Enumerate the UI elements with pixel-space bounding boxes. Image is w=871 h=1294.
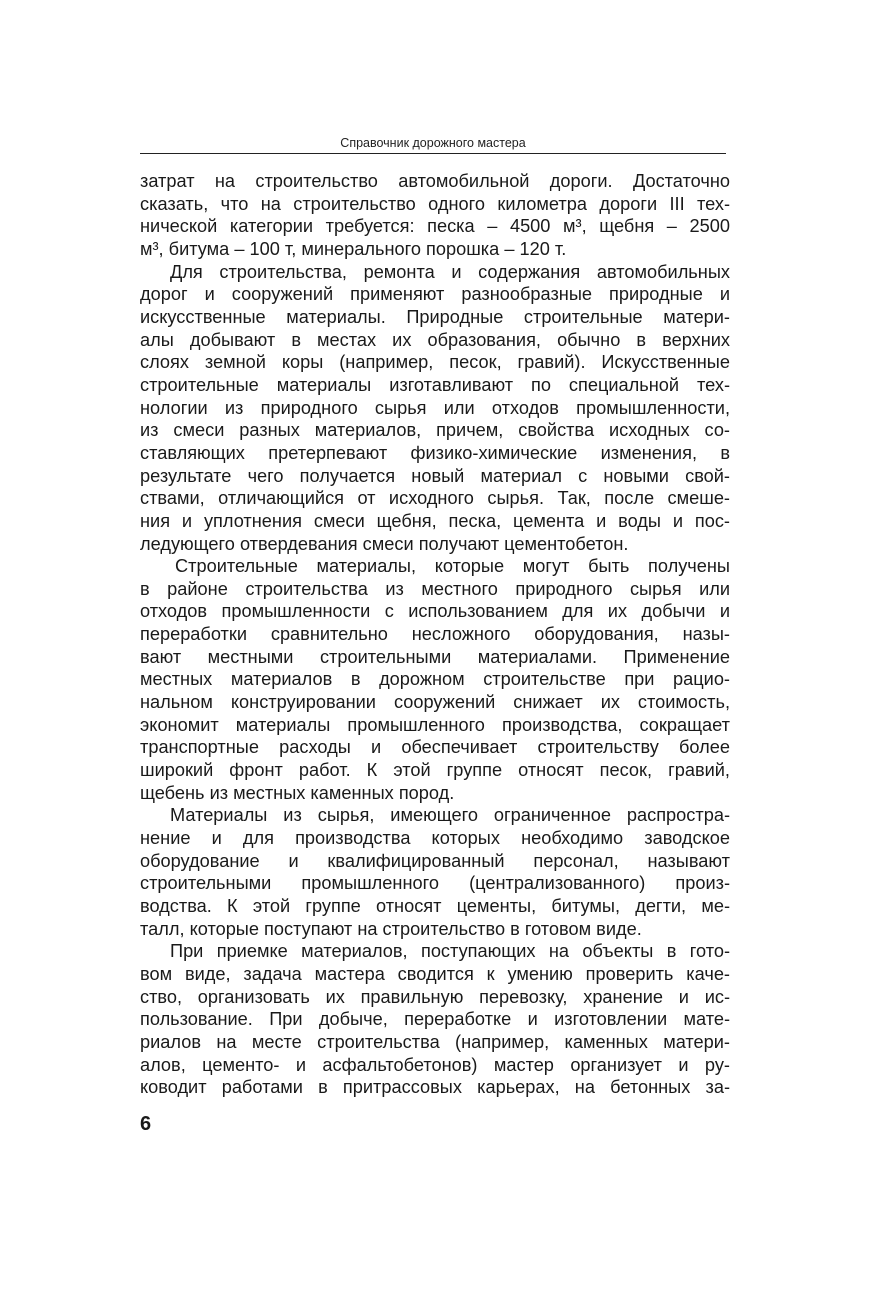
text-line: искусственные материалы. Природные строительные матери- — [140, 306, 730, 327]
text-line: строительные материалы изготавливают по специальной тех- — [140, 374, 730, 395]
text-line: вают местными строительными материалами. Применение — [140, 646, 730, 667]
paragraph — [140, 804, 730, 940]
paragraph — [140, 170, 730, 261]
text-line: местных материалов в дорожном строительстве при рацио- — [140, 669, 730, 690]
text-line: риалов на месте строительства (например, каменных матери- — [140, 1031, 730, 1052]
text-line: отходов промышленности с использованием для их добычи и — [140, 601, 730, 622]
text-line: результате чего получается новый материал с новыми свой- — [140, 465, 730, 486]
text-line: талл, которые поступают на строительство в готовом виде. — [140, 918, 642, 939]
text-line: нической категории требуется: песка – 4500 м³, щебня – 2500 — [140, 216, 730, 237]
text-line: При приемке материалов, поступающих на объекты в гото- — [170, 941, 730, 962]
paragraph — [140, 940, 730, 1099]
text-line: алов, цементо- и асфальтобетонов) мастер организует и ру- — [140, 1054, 730, 1075]
text-line: в районе строительства из местного природного сырья или — [140, 578, 730, 599]
text-line: ствами, отличающийся от исходного сырья. Так, после смеше- — [140, 488, 730, 509]
text-line: нологии из природного сырья или отходов промышленности, — [140, 397, 730, 418]
text-line: ство, организовать их правильную перевозку, хранение и ис- — [140, 986, 730, 1007]
text-line: Материалы из сырья, имеющего ограниченное распростра- — [170, 805, 730, 826]
text-line: оборудование и квалифицированный персонал, называют — [140, 850, 730, 871]
text-line: ния и уплотнения смеси щебня, песка, цемента и воды и пос- — [140, 510, 730, 531]
text-line: экономит материалы промышленного производства, сокращает — [140, 714, 730, 735]
text-line: алы добывают в местах их образования, обычно в верхних — [140, 329, 730, 350]
text-line: ставляющих претерпевают физико-химические изменения, в — [140, 442, 730, 463]
text-line: нальном конструировании сооружений снижает их стоимость, — [140, 692, 730, 713]
text-line: щебень из местных каменных пород. — [140, 782, 455, 803]
text-line: строительными промышленного (централизованного) произ- — [140, 873, 730, 894]
text-line: ледующего отвердевания смеси получают цементобетон. — [140, 533, 629, 554]
text-line: Для строительства, ремонта и содержания автомобильных — [170, 261, 730, 282]
text-line: пользование. При добыче, переработке и изготовлении мате- — [140, 1009, 730, 1030]
text-line: нение и для производства которых необходимо заводское — [140, 828, 730, 849]
paragraph — [140, 555, 730, 804]
page-number: 6 — [140, 1113, 152, 1135]
text-line: вом виде, задача мастера сводится к умению проверить каче- — [140, 963, 730, 984]
text-line: м³, битума – 100 т, минерального порошка – 120 т. — [140, 238, 567, 259]
paragraph — [140, 261, 730, 556]
text-line: широкий фронт работ. К этой группе относят песок, гравий, — [140, 760, 730, 781]
text-line: транспортные расходы и обеспечивает строительству более — [140, 737, 730, 758]
header-rule — [140, 153, 726, 154]
text-line: ководит работами в притрассовых карьерах, на бетонных за- — [140, 1077, 730, 1098]
text-line: слоях земной коры (например, песок, гравий). Искусственные — [140, 352, 730, 373]
running-header: Справочник дорожного мастера — [340, 136, 526, 150]
text-line: Строительные материалы, которые могут быть получены — [175, 556, 730, 577]
text-line: переработки сравнительно несложного оборудования, назы- — [140, 624, 730, 645]
text-line: водства. К этой группе относят цементы, битумы, дегти, ме- — [140, 896, 730, 916]
text-line: сказать, что на строительство одного километра дороги III тех- — [140, 193, 730, 214]
text-line: из смеси разных материалов, причем, свойства исходных со- — [140, 420, 730, 441]
body-text — [140, 170, 730, 1099]
text-line: затрат на строительство автомобильной дороги. Достаточно — [140, 171, 730, 191]
text-line: дорог и сооружений применяют разнообразные природные и — [140, 284, 730, 305]
